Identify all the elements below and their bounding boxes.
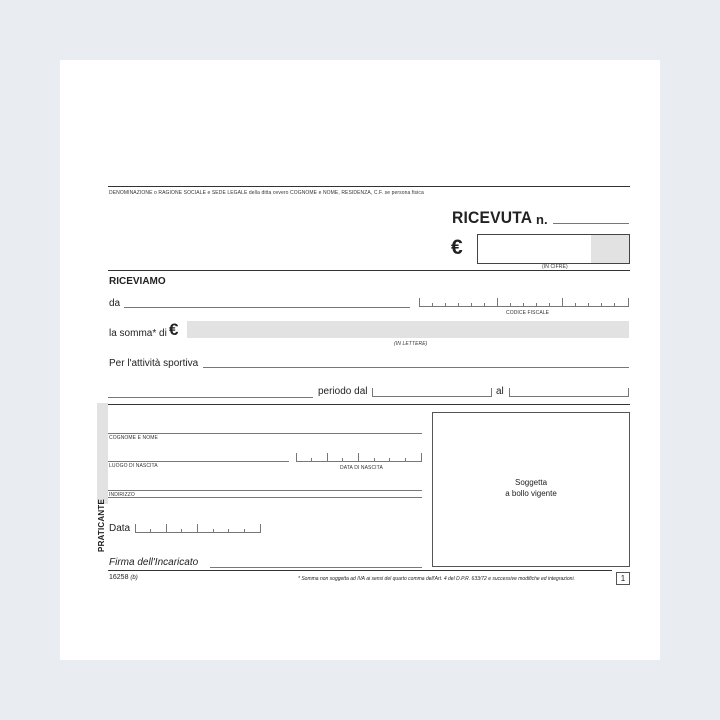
somma-label: la somma* di (109, 328, 167, 339)
in-lettere-caption: (IN LETTERE) (394, 341, 428, 347)
amount-words-field[interactable] (187, 321, 629, 338)
stamp-text-line1: Soggetta (514, 478, 548, 487)
periodo-dal-label: periodo dal (318, 386, 368, 397)
top-rule (108, 186, 630, 187)
cognome-nome-caption: COGNOME E NOME (109, 435, 158, 441)
riceviamo-heading: RICEVIAMO (109, 276, 166, 287)
header-note: DENOMINAZIONE o RAGIONE SOCIALE e SEDE LEGALE della ditta ovvero COGNOME e NOME, RESIDENZA, C.F. se persona fisica (109, 190, 424, 196)
praticante-tab (97, 403, 108, 552)
codice-fiscale-caption: CODICE FISCALE (506, 310, 550, 316)
receipt-number-field[interactable] (553, 223, 629, 224)
indirizzo-field[interactable] (108, 490, 422, 491)
periodo-dal-field[interactable] (372, 381, 492, 397)
attivita-label: Per l'attività sportiva (109, 358, 199, 369)
luogo-nascita-caption: LUOGO DI NASCITA (109, 463, 158, 469)
form-code-suffix: (b) (130, 575, 138, 581)
data-nascita-field[interactable] (296, 447, 422, 462)
amount-cents-box (591, 235, 629, 263)
attivita-field-continued[interactable] (108, 397, 313, 398)
periodo-al-field[interactable] (509, 381, 629, 397)
euro-icon-small: € (169, 320, 179, 339)
attivita-field[interactable] (203, 367, 629, 368)
section-rule (108, 270, 630, 271)
firma-label: Firma dell'Incaricato (109, 557, 199, 568)
cognome-nome-field[interactable] (108, 433, 422, 434)
praticante-label: PRATICANTE (97, 499, 106, 552)
data-nascita-caption: DATA DI NASCITA (340, 465, 383, 471)
al-label: al (496, 386, 504, 397)
praticante-rule (108, 404, 630, 405)
amount-figures-box[interactable] (477, 234, 630, 264)
bottom-rule (108, 570, 612, 571)
copy-number-badge: 1 (616, 572, 630, 585)
stamp-box (432, 412, 630, 567)
stamp-text (433, 477, 629, 499)
data-label: Data (109, 523, 131, 534)
form-code-number: 16258 (109, 574, 129, 581)
form-code (109, 574, 138, 581)
codice-fiscale-field[interactable] (419, 292, 629, 307)
firma-field[interactable] (210, 567, 422, 568)
in-cifre-caption: (IN CIFRE) (542, 264, 568, 270)
data-field[interactable] (135, 518, 261, 533)
receipt-number-label: n. (536, 212, 548, 227)
stamp-text-line2: a bollo vigente (505, 489, 557, 498)
da-label: da (109, 298, 121, 309)
receipt-title: RICEVUTA (452, 208, 533, 227)
indirizzo-caption: INDIRIZZO (109, 492, 135, 498)
footnote: * Somma non soggetta ad IVA ai sensi del quarto comma dell'Art. 4 del D.P.R. 633/72 e successive modifiche ed integrazioni. (298, 576, 575, 582)
receipt-sheet (60, 60, 660, 660)
payer-name-field[interactable] (124, 307, 410, 308)
euro-icon: € (451, 236, 463, 259)
indirizzo-field-2[interactable] (108, 497, 422, 498)
luogo-nascita-field[interactable] (108, 461, 289, 462)
